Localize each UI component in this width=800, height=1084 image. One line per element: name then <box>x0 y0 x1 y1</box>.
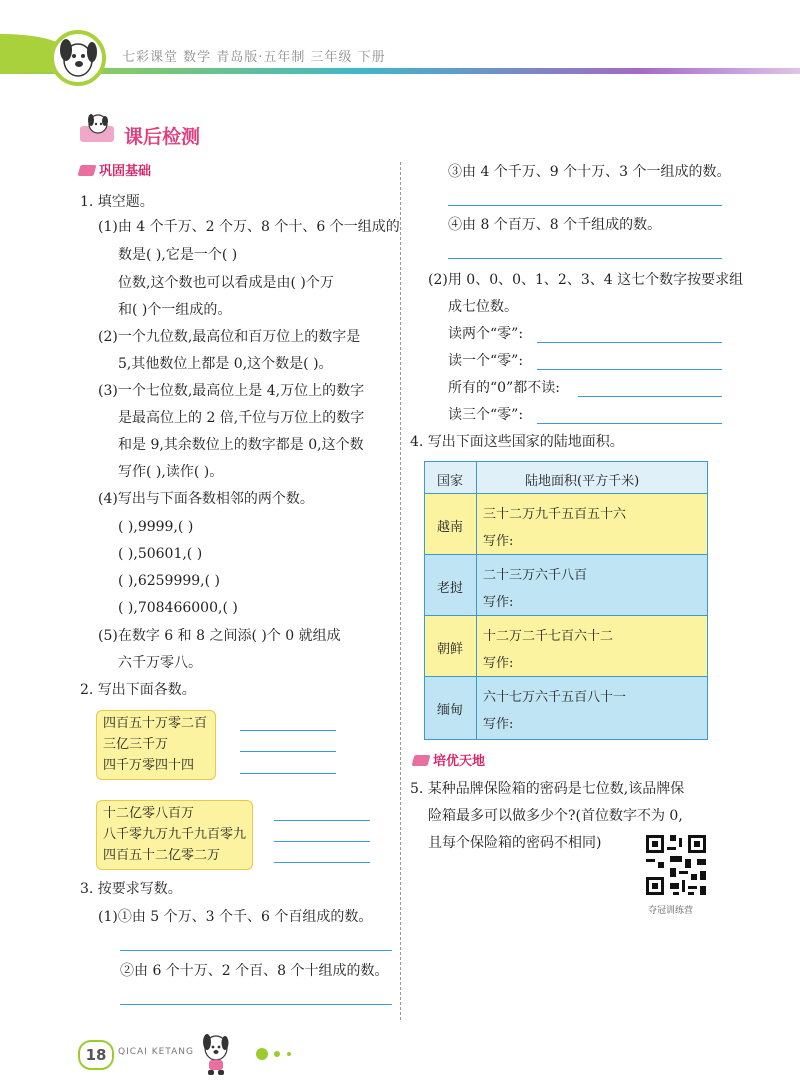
q4-title: 4. 写出下面这些国家的陆地面积。 <box>410 434 624 450</box>
q1-p5-line2: 六千万零八。 <box>118 655 202 671</box>
section-mascot-icon <box>76 112 120 146</box>
write-label: 写作: <box>483 717 514 732</box>
header-country: 国家 <box>437 474 464 489</box>
answer-line[interactable] <box>448 205 722 206</box>
mascot-logo-icon <box>44 28 114 86</box>
header-text: 七彩课堂 数学 青岛版·五年制 三年级 下册 <box>122 50 386 65</box>
q3-p2-line1: (2)用 0、0、0、1、2、3、4 这七个数字按要求组 <box>428 272 744 288</box>
q2-box2-item: 十二亿零八百万 <box>103 806 195 821</box>
answer-line[interactable] <box>240 730 336 731</box>
read-no-zero-label: 所有的“0”都不读: <box>448 380 560 396</box>
table-row-country: 越南 <box>425 494 477 555</box>
table-row-area: 三十二万九千五百五十六 写作: <box>477 494 707 555</box>
q1-p2-line1: (2)一个九位数,最高位和百万位上的数字是 <box>98 329 361 345</box>
table-row-area: 二十三万六千八百 写作: <box>477 555 707 616</box>
header-area: 陆地面积(平方千米) <box>525 474 640 489</box>
q2-box1-item: 三亿三千万 <box>103 737 169 752</box>
q5-line2: 险箱最多可以做多少个?(首位数字不为 0, <box>428 808 683 824</box>
footer-dot-icon <box>287 1052 291 1056</box>
qr-code-icon[interactable] <box>643 832 709 898</box>
table-header-cell <box>477 462 707 494</box>
answer-line[interactable] <box>120 950 392 951</box>
q5-line1: 5. 某种品牌保险箱的密码是七位数,该品牌保 <box>410 781 685 797</box>
q1-p4-row: ( ),50601,( ) <box>118 546 203 562</box>
q5-line3: 且每个保险箱的密码不相同) <box>428 835 602 851</box>
table-row-country: 缅甸 <box>425 677 477 739</box>
q1-p2-line2: 5,其他数位上都是 0,这个数是( )。 <box>118 356 333 372</box>
q1-p1-line2: 数是( ),它是一个( ) <box>118 247 238 263</box>
write-label: 写作: <box>483 534 514 549</box>
read-two-zero-label: 读两个“零”: <box>448 326 524 342</box>
q2-box1-item: 四千万零四十四 <box>103 758 195 773</box>
q2-box-1 <box>96 710 216 780</box>
q1-p5-line1: (5)在数字 6 和 8 之间添( )个 0 就组成 <box>98 628 341 644</box>
q1-p4-title: (4)写出与下面各数相邻的两个数。 <box>98 491 314 507</box>
answer-line[interactable] <box>240 773 336 774</box>
answer-line[interactable] <box>120 1004 392 1005</box>
q1-p3-line3: 和是 9,其余数位上的数字都是 0,这个数 <box>118 437 364 453</box>
answer-line[interactable] <box>274 820 370 821</box>
q1-title: 1. 填空题。 <box>80 194 154 210</box>
table-row-country: 老挝 <box>425 555 477 616</box>
book-icon <box>78 165 97 176</box>
q2-title: 2. 写出下面各数。 <box>80 682 196 698</box>
q1-p4-row: ( ),6259999,( ) <box>118 573 220 589</box>
footer-dot-icon <box>274 1051 280 1057</box>
read-one-zero-label: 读一个“零”: <box>448 353 524 369</box>
q1-p1-line3: 位数,这个数也可以看成是由( )个万 <box>118 275 334 291</box>
q1-p3-line1: (3)一个七位数,最高位上是 4,万位上的数字 <box>98 383 365 399</box>
q3-p2-line2: 成七位数。 <box>448 299 518 315</box>
section-title: 课后检测 <box>124 126 201 148</box>
q2-box2-item: 八千零九万九千九百零九 <box>103 827 247 842</box>
footer-dot-icon <box>256 1048 268 1060</box>
footer-mascot-icon <box>196 1030 236 1078</box>
page-number: 18 <box>78 1040 114 1070</box>
answer-line[interactable] <box>274 841 370 842</box>
answer-line[interactable] <box>578 396 722 397</box>
q2-box2-item: 四百五十二亿零二万 <box>103 848 221 863</box>
answer-line[interactable] <box>537 342 722 343</box>
q1-p4-row: ( ),708466000,( ) <box>118 600 238 616</box>
badge-basic <box>79 160 151 179</box>
q3-item-4: ④由 8 个百万、8 个千组成的数。 <box>448 217 662 233</box>
q1-p4-row: ( ),9999,( ) <box>118 519 194 535</box>
table-row-area: 十二万二千七百六十二 写作: <box>477 616 707 677</box>
q2-box1-item: 四百五十万零二百 <box>103 716 208 731</box>
column-divider <box>400 162 401 1020</box>
answer-line[interactable] <box>537 423 722 424</box>
badge-advanced <box>413 750 485 769</box>
write-label: 写作: <box>483 656 514 671</box>
table-row-country: 朝鲜 <box>425 616 477 677</box>
badge-basic-label: 巩固基础 <box>99 164 152 179</box>
answer-line[interactable] <box>240 751 336 752</box>
answer-line[interactable] <box>448 258 722 259</box>
q1-p1-line4: 和( )个一组成的。 <box>118 302 232 318</box>
q1-p3-line4: 写作( ),读作( )。 <box>118 464 224 480</box>
land-area-table <box>424 461 708 740</box>
q3-item-3: ③由 4 个千万、9 个十万、3 个一组成的数。 <box>448 164 731 180</box>
header-banner <box>0 32 800 74</box>
q1-p1-line1: (1)由 4 个千万、2 个万、8 个十、6 个一组成的 <box>98 219 400 235</box>
footer-brand: QICAI KETANG <box>118 1047 194 1057</box>
book-icon <box>412 755 431 766</box>
answer-line[interactable] <box>274 862 370 863</box>
q2-box-2 <box>96 800 253 870</box>
q3-title: 3. 按要求写数。 <box>80 881 182 897</box>
q1-p3-line2: 是最高位上的 2 倍,千位与万位上的数字 <box>118 410 365 426</box>
q3-item-2: ②由 6 个十万、2 个百、8 个十组成的数。 <box>120 963 389 979</box>
badge-advanced-label: 培优天地 <box>433 754 486 769</box>
qr-label: 夺冠训练营 <box>648 906 694 916</box>
table-header-cell <box>425 462 477 494</box>
read-three-zero-label: 读三个“零”: <box>448 407 524 423</box>
answer-line[interactable] <box>537 369 722 370</box>
table-row-area: 六十七万六千五百八十一 写作: <box>477 677 707 739</box>
write-label: 写作: <box>483 595 514 610</box>
q3-item-1: (1)①由 5 个万、3 个千、6 个百组成的数。 <box>98 909 373 925</box>
